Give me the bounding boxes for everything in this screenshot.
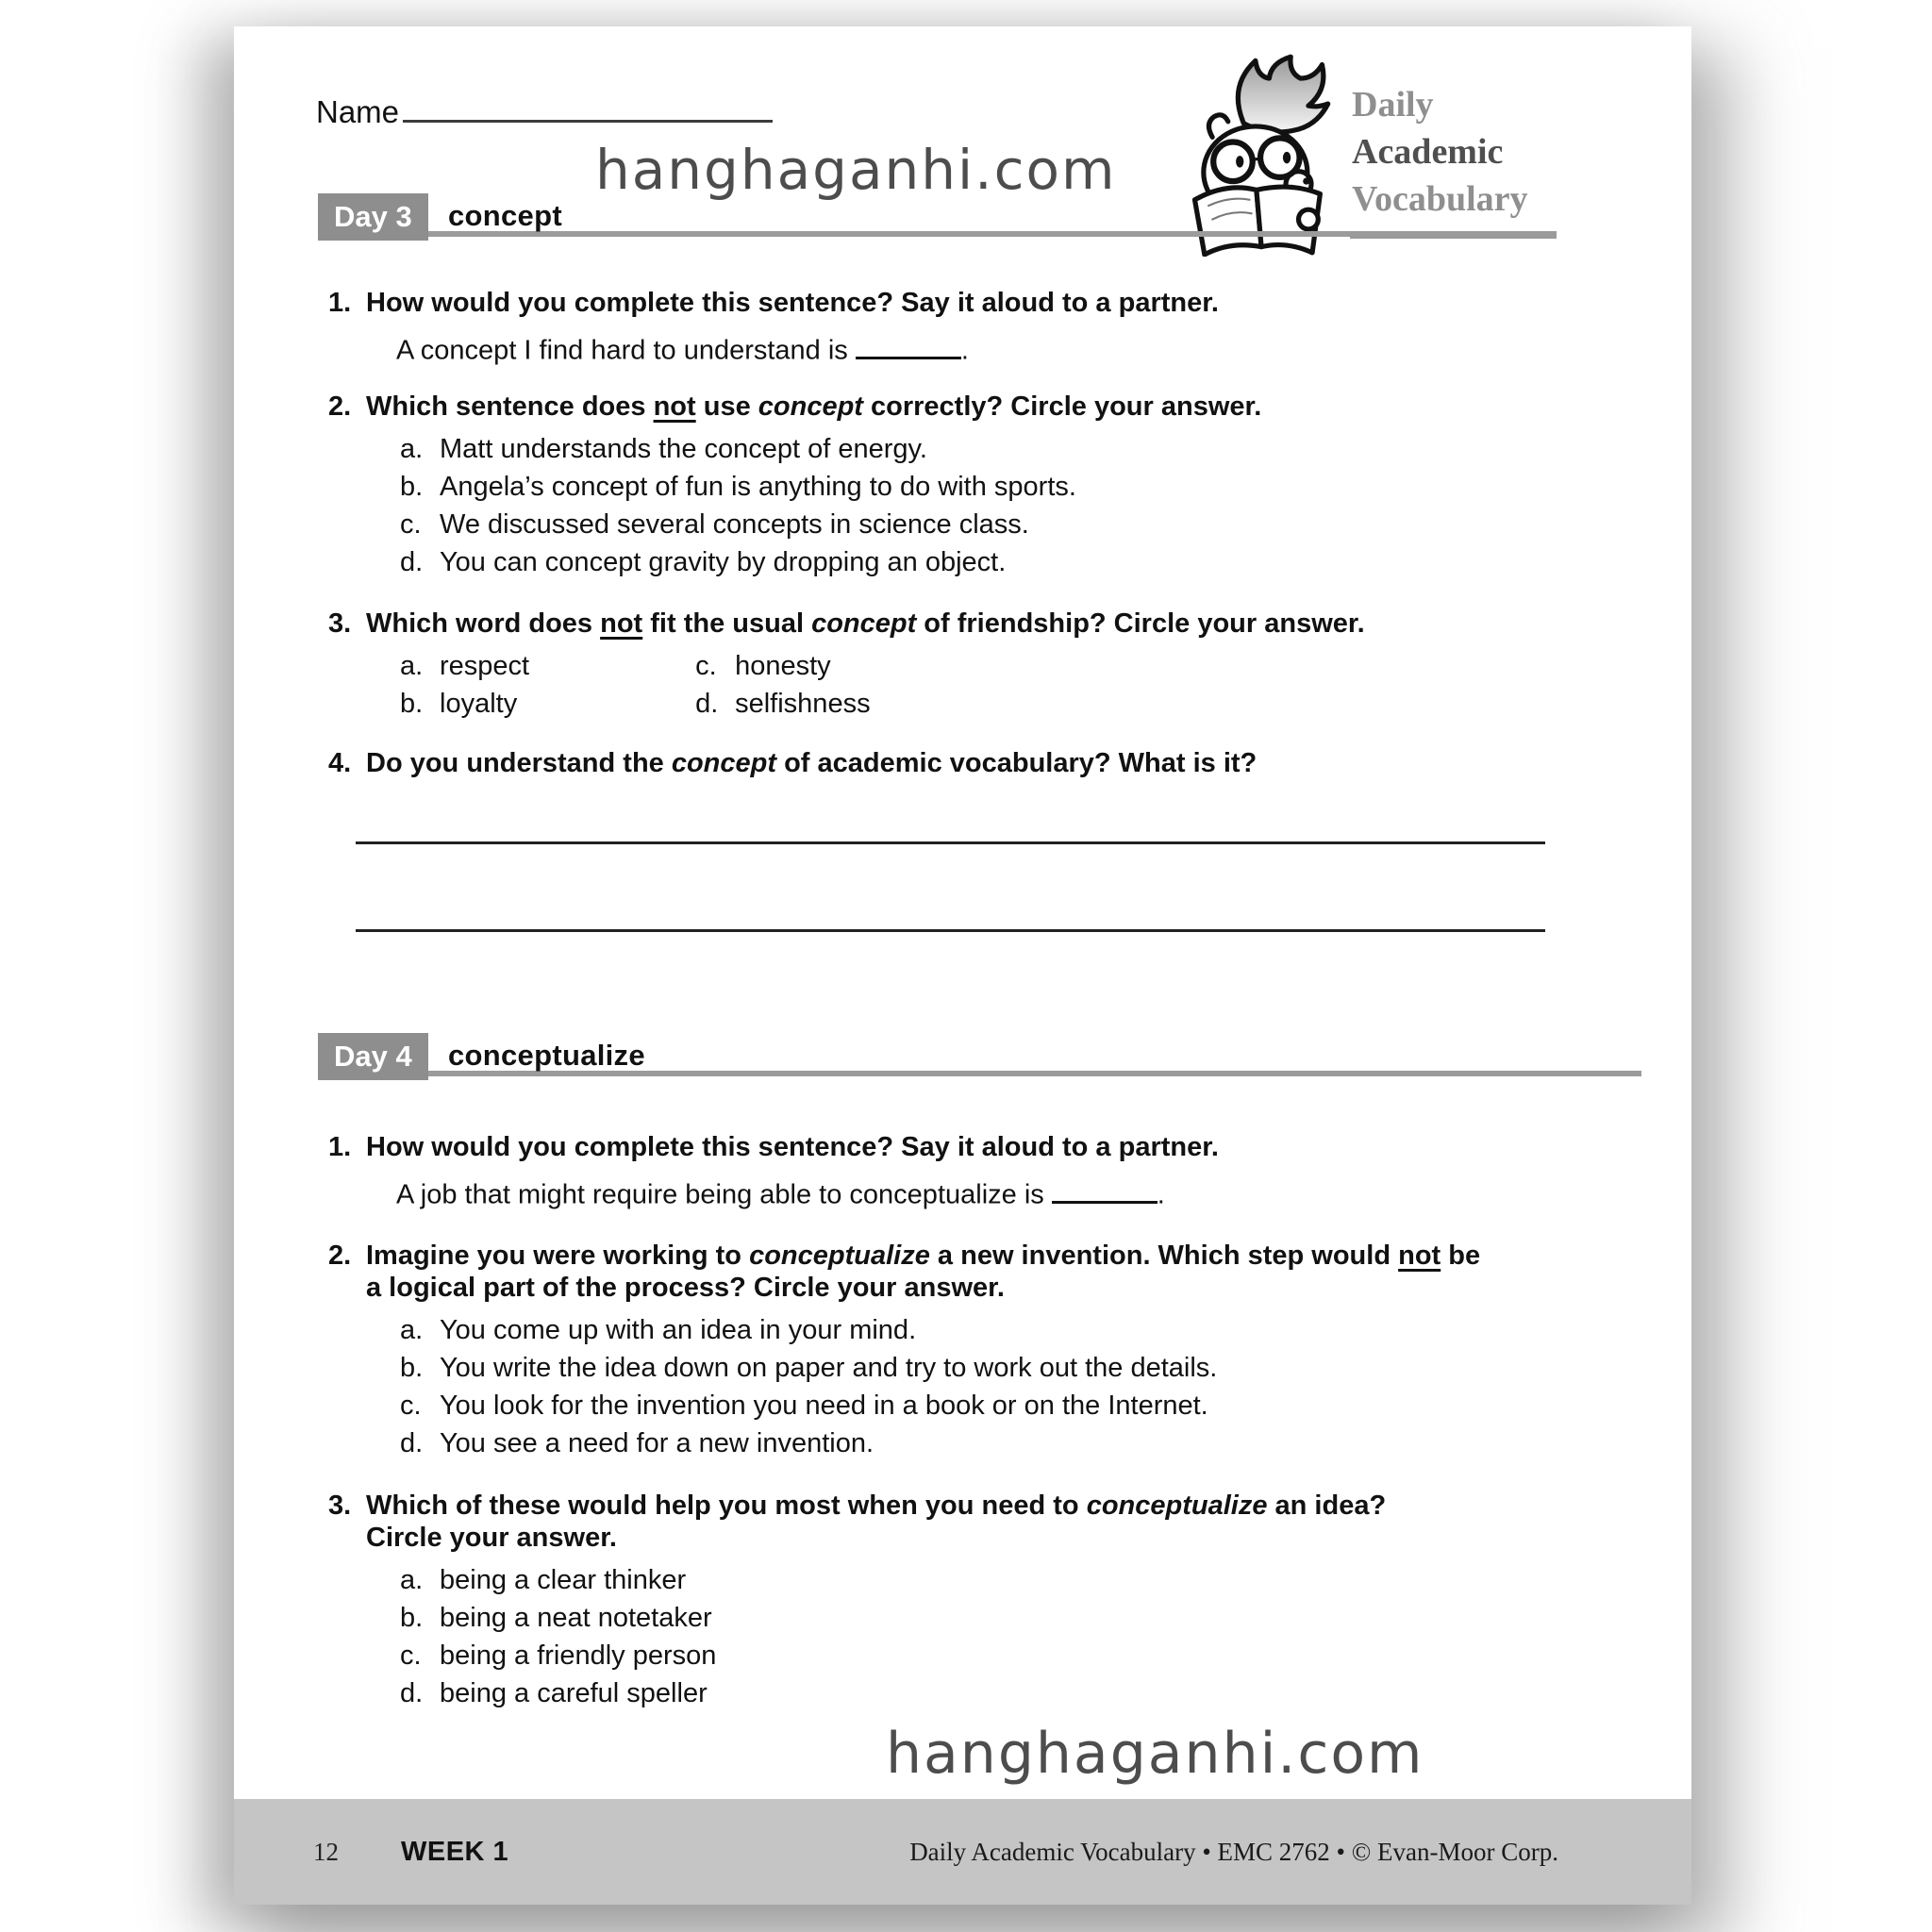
question-prompt: Which sentence does not use concept correctly? Circle your answer. <box>366 391 1262 422</box>
day4-word: conceptualize <box>448 1039 645 1072</box>
question-prompt: How would you complete this sentence? Say it aloud to a partner. <box>366 1132 1219 1162</box>
footer-bar <box>234 1799 1691 1905</box>
watermark-top: hanghaganhi.com <box>595 138 1117 202</box>
name-write-line <box>403 89 773 123</box>
question-number: 1. <box>328 288 352 318</box>
logo-line-daily: Daily <box>1352 85 1434 125</box>
answer-blank <box>856 330 961 359</box>
option-b: b. loyalty <box>400 689 518 719</box>
option-d: d. You can concept gravity by dropping an object. <box>400 547 1007 577</box>
day3-word: concept <box>448 199 562 232</box>
answer-blank <box>1052 1174 1158 1204</box>
squirrel-reading-icon <box>1157 51 1362 257</box>
option-c: c. honesty <box>695 651 831 681</box>
fill-in-sentence: A job that might require being able to conceptualize is . <box>396 1174 1592 1211</box>
logo-line-vocabulary: Vocabulary <box>1352 179 1528 219</box>
day3-question-3 <box>328 608 1592 725</box>
logo-line-academic: Academic <box>1352 132 1504 172</box>
writing-line-1 <box>356 841 1545 844</box>
day3-question-4 <box>328 747 1592 779</box>
worksheet-page <box>234 26 1691 1905</box>
option-a: a. Matt understands the concept of energy. <box>400 434 927 464</box>
question-prompt-line2: Circle your answer. <box>366 1523 617 1553</box>
day3-question-1 <box>328 287 1592 367</box>
day3-question-2 <box>328 391 1592 584</box>
question-number: 2. <box>328 391 352 422</box>
question-prompt: Which word does not fit the usual concept of friendship? Circle your answer. <box>366 608 1365 639</box>
question-prompt: How would you complete this sentence? Say it aloud to a partner. <box>366 288 1219 318</box>
question-prompt-line1: Imagine you were working to conceptualize a new invention. Which step would not be <box>366 1241 1481 1271</box>
option-d: d. You see a need for a new invention. <box>400 1428 874 1458</box>
day4-question-2 <box>328 1240 1592 1465</box>
option-a: a. being a clear thinker <box>400 1565 687 1595</box>
option-c: c. We discussed several concepts in science class. <box>400 509 1029 540</box>
footer-credit: Daily Academic Vocabulary • EMC 2762 • © Evan-Moor Corp. <box>909 1838 1558 1866</box>
day4-question-3 <box>328 1490 1592 1715</box>
name-row <box>316 89 773 130</box>
question-prompt-line2: a logical part of the process? Circle your answer. <box>366 1273 1005 1303</box>
question-number: 4. <box>328 748 352 778</box>
day4-question-1 <box>328 1131 1592 1211</box>
option-b: b. being a neat notetaker <box>400 1603 712 1633</box>
day4-badge: Day 4 <box>318 1033 428 1080</box>
question-prompt-line1: Which of these would help you most when you need to conceptualize an idea? <box>366 1491 1387 1521</box>
name-label: Name <box>316 94 400 129</box>
page-number: 12 <box>313 1838 339 1866</box>
question-number: 3. <box>328 1491 352 1521</box>
week-label: WEEK 1 <box>401 1837 509 1867</box>
option-c: c. being a friendly person <box>400 1641 717 1671</box>
question-number: 1. <box>328 1132 352 1162</box>
option-c: c. You look for the invention you need in a book or on the Internet. <box>400 1391 1208 1421</box>
option-b: b. Angela’s concept of fun is anything to do with sports. <box>400 472 1076 502</box>
question-prompt: Do you understand the concept of academic vocabulary? What is it? <box>366 748 1257 778</box>
fill-in-sentence: A concept I find hard to understand is . <box>396 330 1592 367</box>
question-number: 2. <box>328 1241 352 1271</box>
logo-wordmark <box>1352 81 1528 223</box>
watermark-bottom: hanghaganhi.com <box>886 1721 1424 1787</box>
option-a: a. respect <box>400 651 530 681</box>
day3-badge: Day 3 <box>318 193 428 241</box>
question-number: 3. <box>328 608 352 639</box>
option-a: a. You come up with an idea in your mind. <box>400 1315 917 1345</box>
option-d: d. selfishness <box>695 689 871 719</box>
option-b: b. You write the idea down on paper and try to work out the details. <box>400 1353 1218 1383</box>
option-d: d. being a careful speller <box>400 1678 708 1708</box>
writing-line-2 <box>356 929 1545 932</box>
